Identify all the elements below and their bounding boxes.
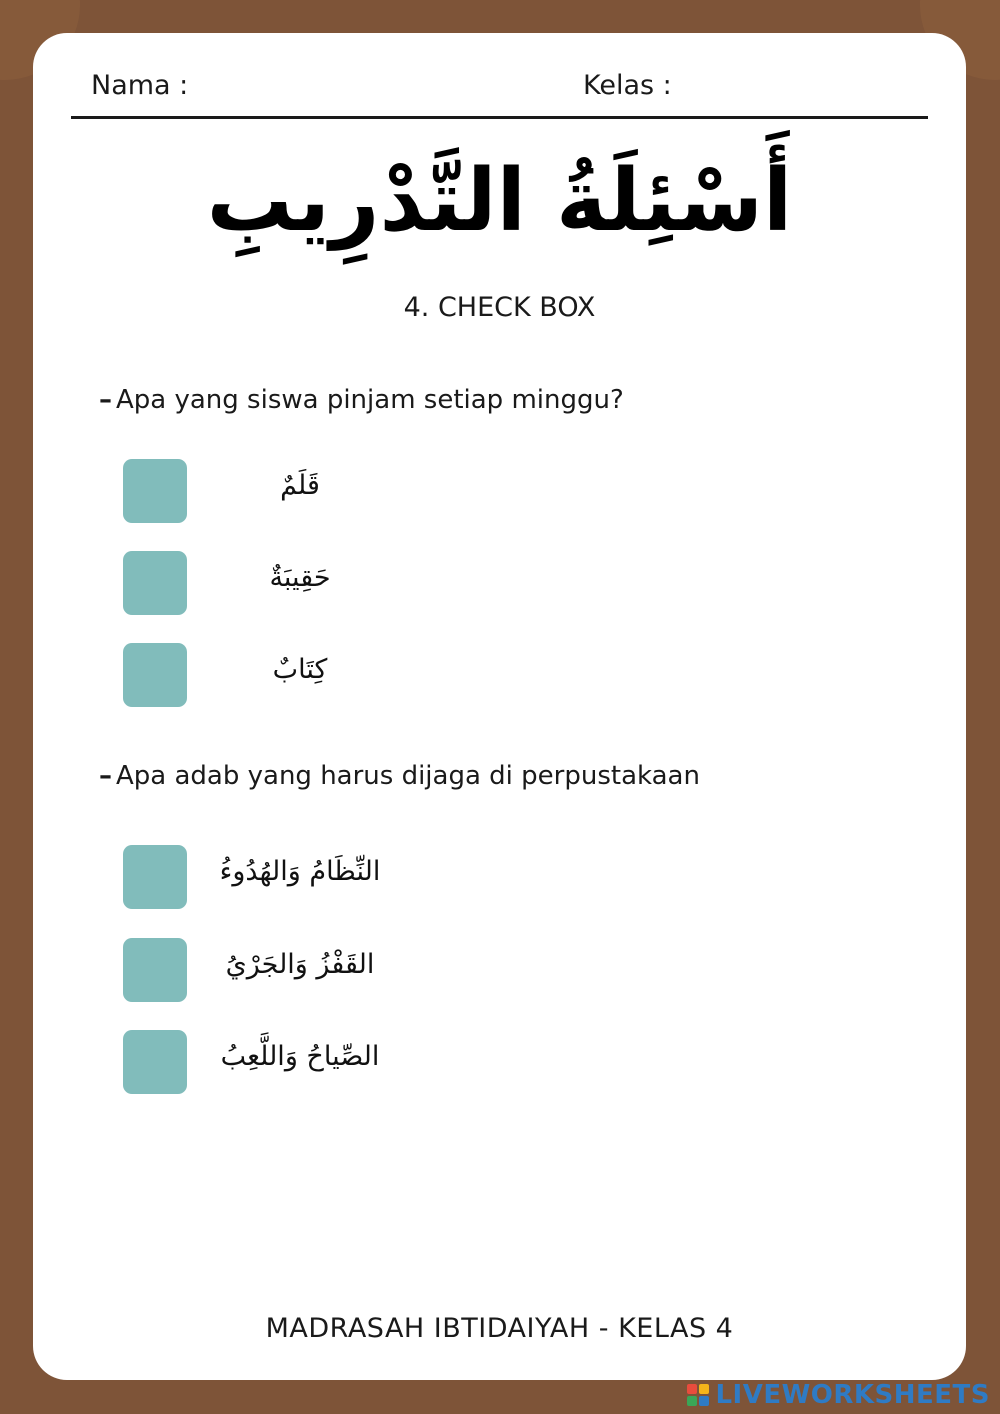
checkbox-q1-option-2[interactable] xyxy=(123,551,187,615)
section-subtitle: 4. CHECK BOX xyxy=(403,292,596,323)
logo-square-yellow xyxy=(699,1384,709,1394)
answer-q1-option-3: كِتَابٌ xyxy=(272,654,328,685)
footer-text: MADRASAH IBTIDAIYAH - KELAS 4 xyxy=(265,1313,734,1344)
question-2-text: Apa adab yang harus dijaga di perpustakaan xyxy=(116,761,700,791)
question-dash: – xyxy=(99,761,112,791)
checkbox-q1-option-1[interactable] xyxy=(123,459,187,523)
checkbox-q2-option-2[interactable] xyxy=(123,938,187,1002)
answer-q2-option-3: الصِّياحُ وَاللَّعِبُ xyxy=(220,1041,380,1072)
page-title: أَسْئِلَةُ التَّدْرِيبِ xyxy=(206,151,793,251)
question-2 xyxy=(99,761,700,791)
answer-q2-option-1: النِّظَامُ وَالهُدُوءُ xyxy=(219,856,381,887)
checkbox-q2-option-3[interactable] xyxy=(123,1030,187,1094)
checkbox-q2-option-1[interactable] xyxy=(123,845,187,909)
worksheet-page xyxy=(33,33,966,1380)
logo-square-blue xyxy=(699,1396,709,1406)
liveworksheets-logo-icon xyxy=(687,1384,709,1406)
question-dash: – xyxy=(99,385,112,415)
class-label: Kelas : xyxy=(583,70,672,101)
student-info-header xyxy=(71,70,928,119)
answer-q2-option-2: القَفْزُ وَالجَرْيُ xyxy=(225,949,375,980)
answer-q1-option-1: قَلَمٌ xyxy=(280,470,320,501)
liveworksheets-watermark[interactable] xyxy=(687,1380,990,1410)
question-1 xyxy=(99,385,624,415)
checkbox-q1-option-3[interactable] xyxy=(123,643,187,707)
name-label: Nama : xyxy=(91,70,189,101)
answer-q1-option-2: حَقِيبَةٌ xyxy=(269,562,331,593)
logo-square-red xyxy=(687,1384,697,1394)
watermark-text: LIVEWORKSHEETS xyxy=(715,1380,990,1410)
logo-square-green xyxy=(687,1396,697,1406)
question-1-text: Apa yang siswa pinjam setiap minggu? xyxy=(116,385,624,415)
